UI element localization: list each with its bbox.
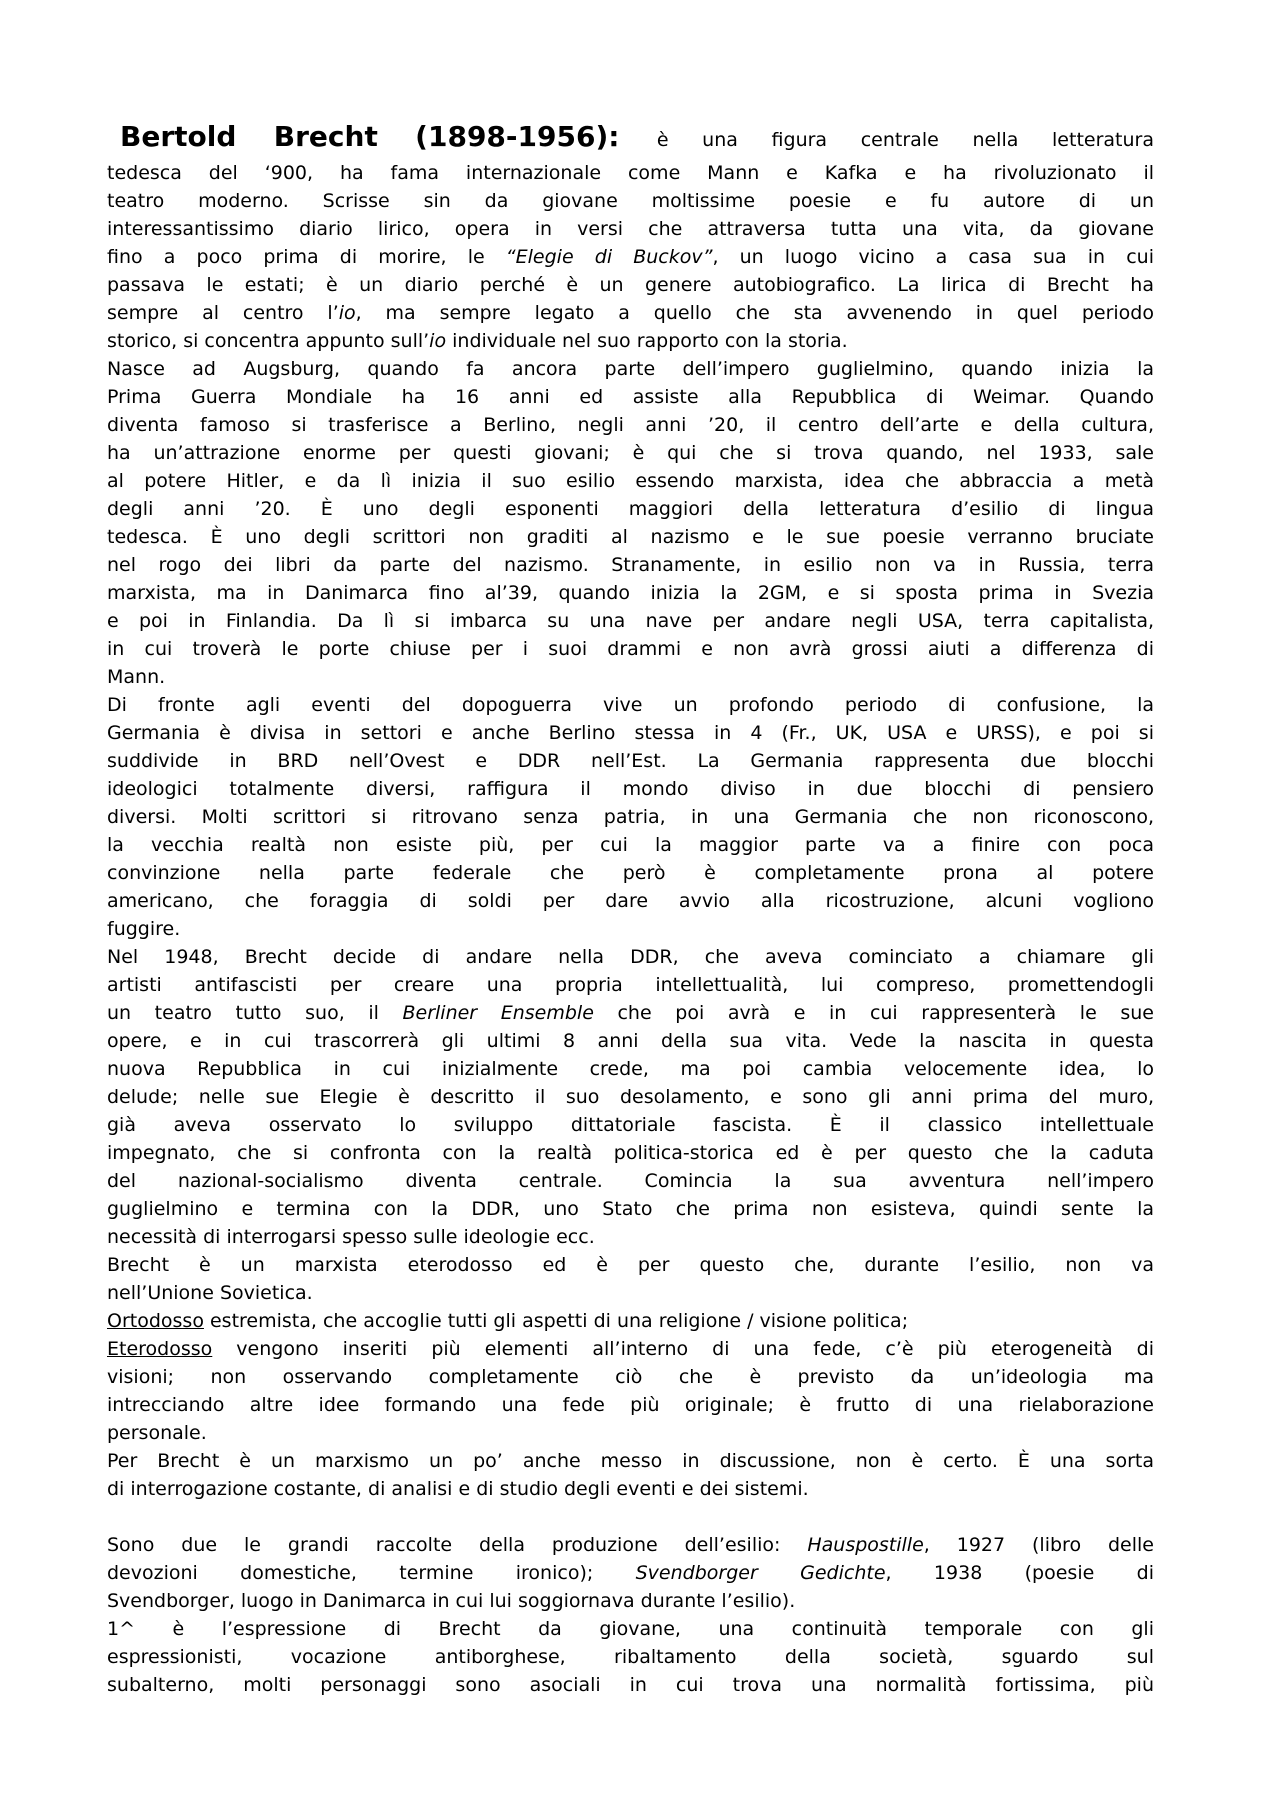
text-line [107,551,1154,579]
text-line [107,327,1154,355]
text-line [107,159,1154,187]
text-line [107,355,1154,383]
text-run: Brecht è un marxista eterodosso ed è per questo che, durante l’esilio, non va [107,1254,1154,1276]
text-run: , un luogo vicino a casa sua in cui [712,246,1154,268]
text-line [107,187,1154,215]
text-line [107,663,1154,691]
text-line [107,215,1154,243]
text-run: estremista, che accoglie tutti gli aspetti di una religione / visione politica; [203,1310,909,1332]
text-line [107,1139,1154,1167]
text-run: personale. [107,1422,207,1444]
blank-line [107,1503,1154,1531]
text-run: “Elegie di Buckov” [505,246,713,268]
text-run: Berliner Ensemble [402,1002,594,1024]
text-line [107,1167,1154,1195]
text-run: del nazional-socialismo diventa centrale. Comincia la sua avventura nell’impero [107,1170,1154,1192]
text-run: convinzione nella parte federale che però è completamente prona al potere [107,862,1154,884]
text-line [107,1419,1154,1447]
text-run: delude; nelle sue Elegie è descritto il suo desolamento, e sono gli anni prima del muro, [107,1086,1154,1108]
text-run: Svendborger, luogo in Danimarca in cui lui soggiornava durante l’esilio). [107,1590,796,1612]
text-line [107,803,1154,831]
text-line [107,1027,1154,1055]
text-run: fino a poco prima di morire, le [107,246,506,268]
text-line [107,1335,1154,1363]
text-run: ideologici totalmente diversi, raffigura il mondo diviso in due blocchi di pensiero [107,778,1154,800]
text-run: un teatro tutto suo, il [107,1002,403,1024]
text-line [107,579,1154,607]
text-run: interessantissimo diario lirico, opera in versi che attraversa tutta una vita, da giovane [107,218,1154,240]
text-run: Eterodosso [107,1338,213,1360]
text-line [107,523,1154,551]
text-run: Sono due le grandi raccolte della produzione dell’esilio: [107,1534,808,1556]
text-line [107,118,1154,159]
text-line [107,1531,1154,1559]
text-line [107,831,1154,859]
text-run: guglielmino e termina con la DDR, uno Stato che prima non esisteva, quindi sente la [107,1198,1154,1220]
text-run: nell’Unione Sovietica. [107,1282,313,1304]
text-line [107,1671,1154,1699]
text-line [107,719,1154,747]
text-line [107,1307,1154,1335]
text-run: Nasce ad Augsburg, quando fa ancora parte dell’impero guglielmino, quando inizia la [107,358,1154,380]
text-run: Di fronte agli eventi del dopoguerra vive un profondo periodo di confusione, la [107,694,1154,716]
text-line [107,915,1154,943]
text-line [107,1615,1154,1643]
text-run: Ortodosso [107,1310,204,1332]
text-line [107,691,1154,719]
document-title: Bertold Brecht (1898-1956): [120,120,657,153]
text-line [107,943,1154,971]
text-line [107,747,1154,775]
text-line [107,1587,1154,1615]
text-line [107,299,1154,327]
text-run: teatro moderno. Scrisse sin da giovane moltissime poesie e fu autore di un [107,190,1154,212]
text-line [107,411,1154,439]
text-run: intrecciando altre idee formando una fede più originale; è frutto di una rielaborazione [107,1394,1154,1416]
text-run: tedesca del ‘900, ha fama internazionale come Mann e Kafka e ha rivoluzionato il [107,162,1154,184]
text-run: Mann. [107,666,166,688]
text-run: diversi. Molti scrittori si ritrovano senza patria, in una Germania che non riconoscono, [107,806,1154,828]
text-run: Hauspostille [807,1534,924,1556]
text-run: subalterno, molti personaggi sono asociali in cui trova una normalità fortissima, più [107,1674,1154,1696]
text-run: americano, che foraggia di soldi per dare avvio alla ricostruzione, alcuni vogliono [107,890,1154,912]
text-run: , ma sempre legato a quello che sta avvenendo in quel periodo [355,302,1154,324]
text-run: marxista, ma in Danimarca fino al’39, quando inizia la 2GM, e si sposta prima in Svezia [107,582,1154,604]
text-run: necessità di interrogarsi spesso sulle ideologie ecc. [107,1226,595,1248]
text-line [107,1195,1154,1223]
text-run: nuova Repubblica in cui inizialmente crede, ma poi cambia velocemente idea, lo [107,1058,1154,1080]
text-run: già aveva osservato lo sviluppo dittatoriale fascista. È il classico intellettuale [107,1114,1154,1136]
text-line [107,1475,1154,1503]
text-line [107,1391,1154,1419]
text-line [107,1447,1154,1475]
text-run: passava le estati; è un diario perché è un genere autobiografico. La lirica di Brecht ha [107,274,1154,296]
text-run: espressionisti, vocazione antiborghese, ribaltamento della società, sguardo sul [107,1646,1154,1668]
text-run: Per Brecht è un marxismo un po’ anche messo in discussione, non è certo. È una sorta [107,1450,1154,1472]
text-line [107,887,1154,915]
text-line [107,1559,1154,1587]
text-run: che poi avrà e in cui rappresenterà le sue [593,1002,1154,1024]
text-line [107,495,1154,523]
text-line [107,1083,1154,1111]
text-run: diventa famoso si trasferisce a Berlino, negli anni ’20, il centro dell’arte e della cultura, [107,414,1154,436]
text-line [107,1363,1154,1391]
text-run: al potere Hitler, e da lì inizia il suo esilio essendo marxista, idea che abbraccia a metà [107,470,1154,492]
text-run: artisti antifascisti per creare una propria intellettualità, lui compreso, promettendogli [107,974,1154,996]
text-line [107,1643,1154,1671]
text-run: 1^ è l’espressione di Brecht da giovane, una continuità temporale con gli [107,1618,1154,1640]
text-line [107,383,1154,411]
text-run: ha un’attrazione enorme per questi giovani; è qui che si trova quando, nel 1933, sale [107,442,1154,464]
text-run: , 1927 (libro delle [923,1534,1154,1556]
text-run: impegnato, che si confronta con la realtà politica-storica ed è per questo che la caduta [107,1142,1154,1164]
text-run: Svendborger Gedichte [635,1562,886,1584]
text-run: Germania è divisa in settori e anche Berlino stessa in 4 (Fr., UK, USA e URSS), e poi si [107,722,1154,744]
text-run: suddivide in BRD nell’Ovest e DDR nell’Est. La Germania rappresenta due blocchi [107,750,1154,772]
text-run: tedesca. È uno degli scrittori non graditi al nazismo e le sue poesie verranno bruciate [107,526,1154,548]
text-run: storico, si concentra appunto sull’ [107,330,430,352]
text-run: in cui troverà le porte chiuse per i suoi drammi e non avrà grossi aiuti a differenza di [107,638,1154,660]
text-run: sempre al centro l’ [107,302,339,324]
text-run: io [338,302,356,324]
text-run: visioni; non osservando completamente ciò che è previsto da un’ideologia ma [107,1366,1154,1388]
text-run: individuale nel suo rapporto con la storia. [446,330,848,352]
text-line [107,271,1154,299]
text-line [107,859,1154,887]
text-line [107,1279,1154,1307]
text-line [107,467,1154,495]
text-line [107,1251,1154,1279]
text-run: di interrogazione costante, di analisi e di studio degli eventi e dei sistemi. [107,1478,809,1500]
text-run: degli anni ’20. È uno degli esponenti maggiori della letteratura d’esilio di lingua [107,498,1154,520]
text-run: , 1938 (poesie di [885,1562,1154,1584]
text-line [107,1111,1154,1139]
text-run: fuggire. [107,918,181,940]
text-run: devozioni domestiche, termine ironico); [107,1562,636,1584]
text-line [107,1055,1154,1083]
text-run: è una figura centrale nella letteratura [656,129,1154,151]
text-run: vengono inseriti più elementi all’interno di una fede, c’è più eterogeneità di [212,1338,1154,1360]
text-line [107,607,1154,635]
text-run: io [429,330,447,352]
text-line [107,439,1154,467]
text-run: Nel 1948, Brecht decide di andare nella DDR, che aveva cominciato a chiamare gli [107,946,1154,968]
text-line [107,971,1154,999]
text-run: opere, e in cui trascorrerà gli ultimi 8 anni della sua vita. Vede la nascita in questa [107,1030,1154,1052]
text-line [107,243,1154,271]
text-run: nel rogo dei libri da parte del nazismo. Stranamente, in esilio non va in Russia, terra [107,554,1154,576]
text-run: e poi in Finlandia. Da lì si imbarca su una nave per andare negli USA, terra capitalista, [107,610,1154,632]
text-line [107,1223,1154,1251]
text-run: la vecchia realtà non esiste più, per cui la maggior parte va a finire con poca [107,834,1154,856]
text-run: Prima Guerra Mondiale ha 16 anni ed assiste alla Repubblica di Weimar. Quando [107,386,1154,408]
text-line [107,775,1154,803]
text-line [107,999,1154,1027]
text-line [107,635,1154,663]
